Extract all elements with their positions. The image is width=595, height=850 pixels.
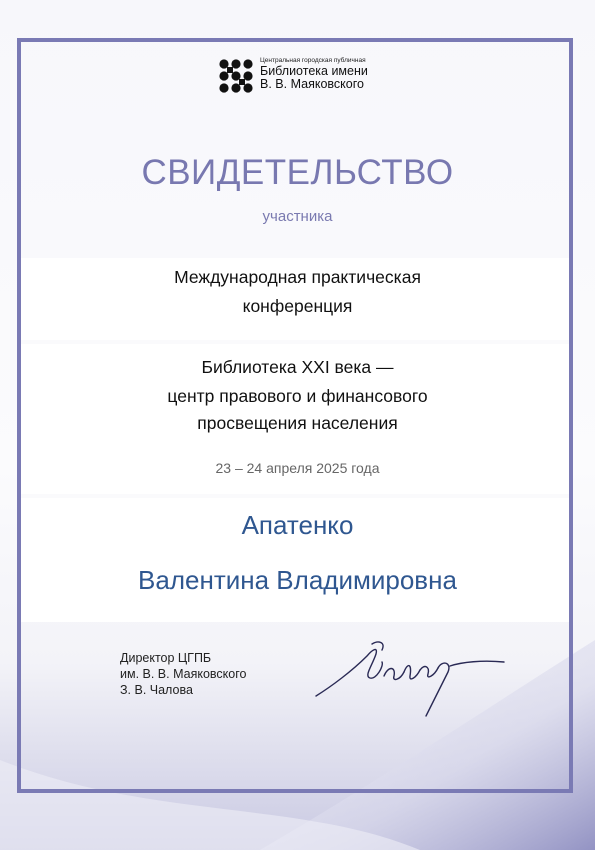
handwritten-signature [312,636,512,726]
signatory-organization: им. В. В. Маяковского [120,667,247,681]
library-logo [218,56,418,96]
signatory-block [120,650,246,698]
logo-line-2: В. В. Маяковского [260,77,364,91]
logo-line-1: Библиотека имени [260,64,368,78]
signatory-position: Директор ЦГПБ [120,651,212,665]
signatory-name: З. В. Чалова [120,683,193,697]
certificate-title: СВИДЕТЕЛЬСТВО [141,153,454,192]
conference-title-line-1: Библиотека XXI века — [201,357,394,377]
conference-title-line-2: центр правового и финансового [167,386,428,406]
certificate-subtitle: участника [262,208,333,225]
library-logo-icon [218,58,254,94]
conference-type-line-2: конференция [242,296,353,316]
recipient-given-names: Валентина Владимировна [138,565,457,595]
conference-type-line-1: Международная практическая [174,267,421,287]
logo-top-line: Центральная городская публичная [260,57,366,64]
recipient-surname: Апатенко [241,510,354,540]
conference-title-line-3: просвещения населения [197,413,398,433]
conference-dates: 23 – 24 апреля 2025 года [215,460,380,476]
